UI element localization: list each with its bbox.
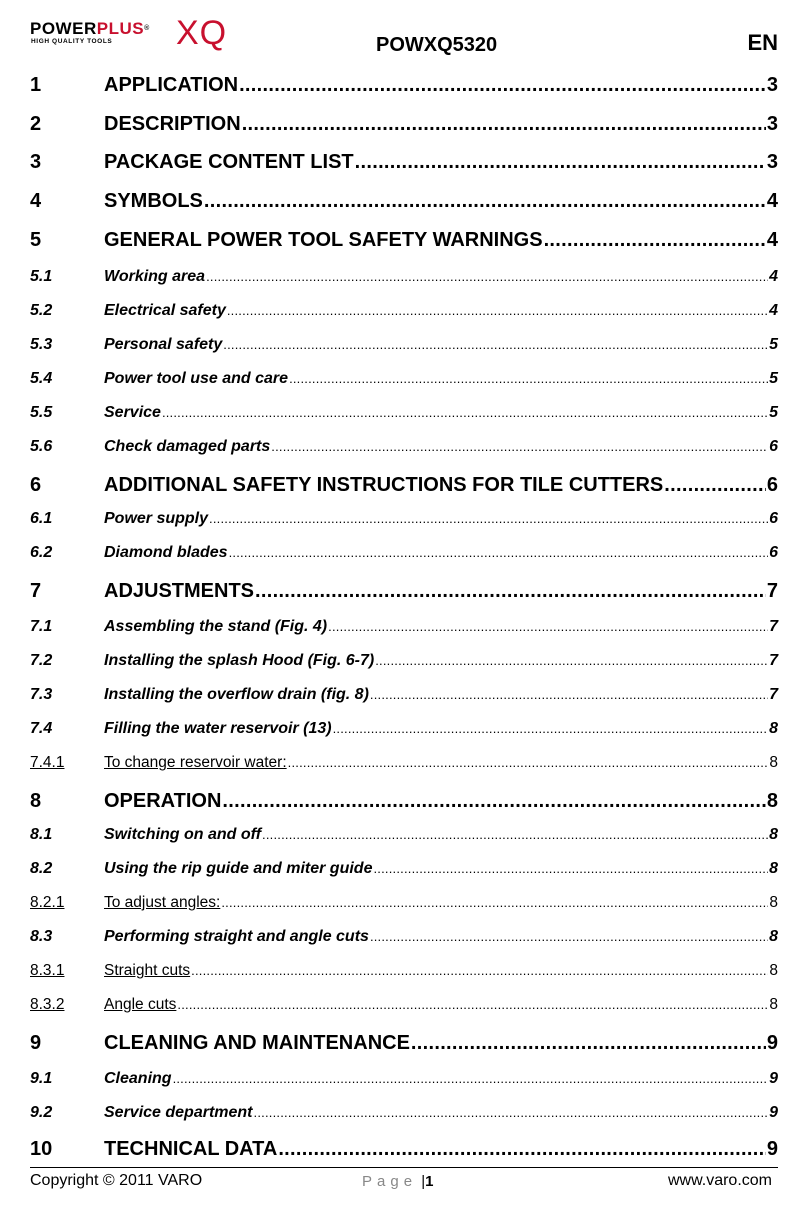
toc-entry[interactable] [30,302,778,320]
toc-entry-title: Service department [104,1104,253,1121]
toc-entry[interactable] [30,151,778,174]
toc-entry-title: To change reservoir water: [104,754,287,771]
toc-entry-title: Service [104,404,161,421]
toc-entry-title: ADJUSTMENTS [104,580,255,602]
toc-entry[interactable] [30,1138,778,1161]
toc-entry-page: 8 [769,860,778,877]
toc-leader-dots [223,337,768,352]
toc-entry-title: Power tool use and care [104,370,289,387]
toc-entry-title: PACKAGE CONTENT LIST [104,151,354,173]
toc-entry-page: 6 [769,544,778,561]
toc-entry-number: 4 [30,190,42,212]
toc-entry-number: 8 [30,790,42,812]
toc-entry-title: TECHNICAL DATA [104,1138,278,1160]
toc-entry[interactable] [30,652,778,670]
toc-leader-dots [375,653,768,668]
toc-entry-number: 5.2 [30,302,53,319]
copyright-text: Copyright © 2011 VARO [30,1172,203,1189]
toc-entry-page: 7 [769,652,778,669]
page-indicator [362,1173,433,1190]
toc-entry-number: 5 [30,229,42,251]
toc-entry-page: 9 [769,1104,778,1121]
footer-divider [30,1167,778,1168]
toc-entry-page: 6 [766,474,778,496]
toc-entry-number: 7.2 [30,652,53,669]
website-link[interactable]: www.varo.com [667,1172,772,1189]
toc-entry-title: Installing the overflow drain (fig. 8) [104,686,369,703]
toc-leader-dots [544,229,766,252]
toc-leader-dots [191,963,768,978]
toc-entry-page: 3 [766,74,778,96]
toc-entry[interactable] [30,190,778,213]
toc-entry-number: 7.4 [30,720,53,737]
toc-leader-dots [227,303,768,318]
toc-leader-dots [355,151,766,174]
page-label: Page [362,1173,418,1190]
toc-entry[interactable] [30,826,778,844]
toc-entry-number: 6.2 [30,544,53,561]
toc-entry-page: 8 [769,826,778,843]
toc-leader-dots [328,619,768,634]
toc-entry-page: 4 [766,190,778,212]
toc-entry-title: To adjust angles: [104,894,221,911]
toc-entry[interactable] [30,1070,778,1088]
toc-entry-page: 3 [766,113,778,135]
toc-entry[interactable] [30,580,778,603]
toc-entry-title: Cleaning [104,1070,172,1087]
toc-leader-dots [222,790,765,813]
toc-entry-page: 8 [769,754,778,771]
toc-leader-dots [162,405,768,420]
toc-leader-dots [177,997,768,1012]
toc-entry-page: 8 [769,894,778,911]
powerplus-xq-logo [30,14,240,54]
toc-entry[interactable] [30,113,778,136]
toc-entry-number: 5.6 [30,438,53,455]
toc-entry-title: Filling the water reservoir (13) [104,720,332,737]
toc-leader-dots [262,827,768,842]
model-number: POWXQ5320 [376,34,498,56]
toc-entry-page: 9 [769,1070,778,1087]
toc-entry-title: Straight cuts [104,962,191,979]
toc-leader-dots [229,545,769,560]
toc-entry-number: 8.2 [30,860,53,877]
toc-entry[interactable] [30,336,778,354]
toc-entry-page: 9 [766,1032,778,1054]
toc-entry-title: APPLICATION [104,74,239,96]
toc-leader-dots [370,687,768,702]
toc-entry[interactable] [30,1104,778,1122]
toc-entry-number: 3 [30,151,42,173]
toc-entry-title: GENERAL POWER TOOL SAFETY WARNINGS [104,229,543,251]
toc-entry-title: Personal safety [104,336,223,353]
toc-entry[interactable] [30,860,778,878]
toc-entry[interactable] [30,370,778,388]
toc-entry-number: 9.1 [30,1070,53,1087]
toc-leader-dots [333,721,768,736]
logo-brand-left: POWER [30,19,97,38]
toc-leader-dots [370,929,768,944]
toc-entry-title: Using the rip guide and miter guide [104,860,373,877]
toc-entry-number: 5.4 [30,370,53,387]
toc-entry-title: ADDITIONAL SAFETY INSTRUCTIONS FOR TILE CUTTERS [104,474,664,496]
toc-entry-number: 9.2 [30,1104,53,1121]
toc-entry[interactable] [30,510,778,528]
logo-brand [30,20,150,37]
toc-entry-page: 7 [769,686,778,703]
toc-entry-title: Power supply [104,510,209,527]
toc-entry-title: Working area [104,268,206,285]
toc-entry-number: 7 [30,580,42,602]
page-header [0,0,808,64]
logo-brand-right: PLUS [96,19,145,38]
toc-entry[interactable] [30,404,778,422]
toc-leader-dots [289,371,768,386]
toc-entry-title: Installing the splash Hood (Fig. 6-7) [104,652,375,669]
toc-entry-number: 6.1 [30,510,53,527]
toc-entry-number: 7.4.1 [30,754,65,771]
toc-entry-number: 8.3.2 [30,996,65,1013]
toc-entry-title: CLEANING AND MAINTENANCE [104,1032,410,1054]
toc-entry-title: Diamond blades [104,544,228,561]
logo-registered: ® [144,25,150,32]
toc-entry[interactable] [30,790,778,813]
toc-leader-dots [242,113,766,136]
toc-entry-title: Electrical safety [104,302,226,319]
toc-entry-page: 8 [769,720,778,737]
toc-entry-number: 5.5 [30,404,53,421]
toc-entry-number: 8.1 [30,826,53,843]
toc-leader-dots [271,439,768,454]
toc-entry-number: 7.1 [30,618,53,635]
toc-leader-dots [255,580,766,603]
toc-entry-page: 7 [769,618,778,635]
toc-entry-title: Angle cuts [104,996,177,1013]
toc-entry-number: 5.1 [30,268,53,285]
toc-entry-number: 10 [30,1138,53,1160]
toc-entry[interactable] [30,618,778,636]
toc-leader-dots [204,190,766,213]
toc-entry[interactable] [30,438,778,456]
toc-entry[interactable] [30,544,778,562]
toc-entry[interactable] [30,74,778,97]
toc-entry[interactable] [30,894,778,912]
toc-entry[interactable] [30,928,778,946]
toc-entry-title: Check damaged parts [104,438,271,455]
toc-entry-number: 5.3 [30,336,53,353]
toc-entry-number: 9 [30,1032,42,1054]
toc-entry-page: 5 [769,404,778,421]
page-number: 1 [425,1173,434,1190]
toc-leader-dots [278,1138,766,1161]
toc-leader-dots [209,511,768,526]
toc-entry-page: 4 [769,268,778,285]
toc-entry-page: 4 [769,302,778,319]
toc-entry-title: SYMBOLS [104,190,203,212]
language-code: EN [747,30,778,55]
logo-tagline: HIGH QUALITY TOOLS [31,38,113,45]
toc-entry-page: 5 [769,336,778,353]
toc-entry-number: 1 [30,74,42,96]
toc-entry-number: 6 [30,474,42,496]
toc-entry-title: Performing straight and angle cuts [104,928,369,945]
toc-entry-title: OPERATION [104,790,222,812]
toc-leader-dots [173,1071,769,1086]
toc-leader-dots [288,755,769,770]
toc-entry-number: 7.3 [30,686,53,703]
toc-leader-dots [411,1032,766,1055]
toc-entry-page: 8 [769,962,778,979]
toc-entry-page: 3 [766,151,778,173]
toc-leader-dots [254,1105,769,1120]
toc-entry-number: 8.2.1 [30,894,65,911]
toc-entry-page: 8 [766,790,778,812]
toc-entry[interactable] [30,754,778,772]
toc-entry-title: Switching on and off [104,826,262,843]
toc-entry[interactable] [30,720,778,738]
toc-entry-number: 2 [30,113,42,135]
toc-entry-number: 8.3 [30,928,53,945]
toc-entry[interactable] [30,1032,778,1055]
toc-entry-page: 5 [769,370,778,387]
toc-entry-page: 6 [769,438,778,455]
toc-entry-number: 8.3.1 [30,962,65,979]
toc-entry-title: Assembling the stand (Fig. 4) [104,618,328,635]
toc-entry-title: DESCRIPTION [104,113,241,135]
toc-entry-page: 6 [769,510,778,527]
toc-entry-page: 8 [769,928,778,945]
toc-leader-dots [239,74,766,97]
toc-entry[interactable] [30,996,778,1014]
toc-entry[interactable] [30,229,778,252]
toc-entry-page: 9 [766,1138,778,1160]
toc-leader-dots [373,861,768,876]
toc-entry-page: 4 [766,229,778,251]
toc-entry[interactable] [30,474,778,497]
toc-entry[interactable] [30,268,778,286]
toc-entry[interactable] [30,686,778,704]
toc-entry-page: 8 [769,996,778,1013]
toc-entry-page: 7 [766,580,778,602]
toc-leader-dots [206,269,768,284]
toc-leader-dots [664,474,766,497]
toc-entry[interactable] [30,962,778,980]
toc-leader-dots [221,895,768,910]
logo-series: XQ [176,14,228,52]
page-separator: | [421,1173,426,1190]
